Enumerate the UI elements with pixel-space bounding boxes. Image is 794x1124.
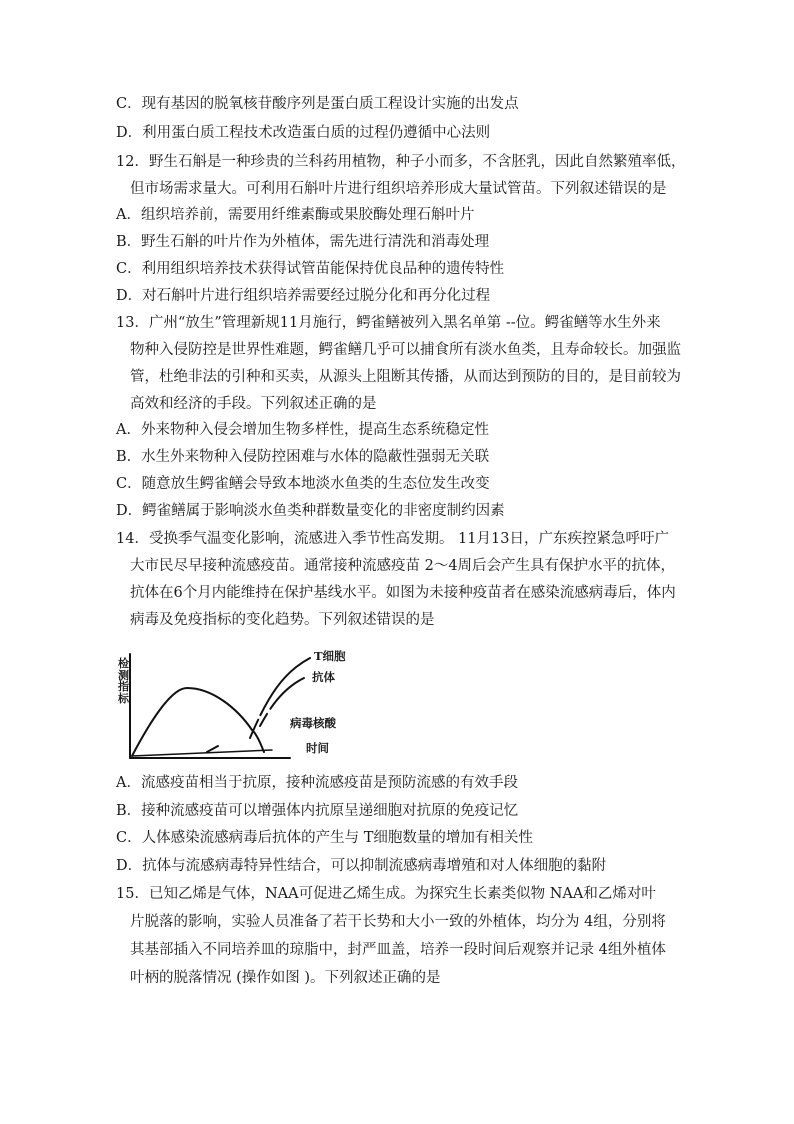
text-line: D．抗体与流感病毒特异性结合，可以抑制流感病毒增殖和对人体细胞的黏附 <box>116 858 607 874</box>
text-line: 管，杜绝非法的引种和买卖，从源头上阻断其传播，从而达到预防的目的，是目前较为 <box>130 369 681 385</box>
text-line: 13．广州“放生”管理新规11月施行，鳄雀鳝被列入黑名单第 --位。鳄雀鳝等水生外来 <box>116 315 661 331</box>
text-line: C．现有基因的脱氧核苷酸序列是蛋白质工程设计实施的出发点 <box>116 96 519 112</box>
short-mark <box>207 746 218 752</box>
text-line: B．水生外来物种入侵防控困难与水体的隐蔽性强弱无关联 <box>116 449 490 465</box>
text-line: A．流感疫苗相当于抗原，接种流感疫苗是预防流感的有效手段 <box>116 775 518 791</box>
virus-nucleic-acid-curve-early <box>132 688 252 756</box>
text-line: 抗体在6个月内能维持在保护基线水平。如图为未接种疫苗者在感染流感病毒后，体内 <box>130 585 676 601</box>
y-axis-label: 检测指标 <box>118 657 129 705</box>
text-line: C．人体感染流感病毒后抗体的产生与 T细胞数量的增加有相关性 <box>116 830 533 846</box>
text-line: 但市场需求量大。可利用石斛叶片进行组织培养形成大量试管苗。下列叙述错误的是 <box>130 181 667 197</box>
text-line: 12．野生石斛是一种珍贵的兰科药用植物，种子小而多，不含胚乳，因此自然繁殖率低， <box>116 154 686 170</box>
text-line: A．组织培养前，需要用纤维素酶或果胶酶处理石斛叶片 <box>116 207 475 223</box>
text-line: B．野生石斛的叶片作为外植体，需先进行清洗和消毒处理 <box>116 234 490 250</box>
text-line: 病毒及免疫指标的变化趋势。下列叙述错误的是 <box>130 612 435 628</box>
antibody-label: 抗体 <box>312 670 335 684</box>
text-line: C．利用组织培养技术获得试管苗能保持优良品种的遗传特性 <box>116 261 505 277</box>
text-line: 高效和经济的手段。下列叙述正确的是 <box>130 396 377 412</box>
text-line: 片脱落的影响，实验人员准备了若干长势和大小一致的外植体，均分为 4组，分别将 <box>130 914 666 930</box>
text-line: 物种入侵防控是世界性难题，鳄雀鳝几乎可以捕食所有淡水鱼类，且寿命较长。加强监 <box>130 342 681 358</box>
text-line: 14．受换季气温变化影响，流感进入季节性高发期。 11月13日，广东疾控紧急呼吁广 <box>116 531 669 547</box>
baseline-curve <box>132 750 272 756</box>
text-line: B．接种流感疫苗可以增强体内抗原呈递细胞对抗原的免疫记忆 <box>116 803 519 819</box>
text-line: D．利用蛋白质工程技术改造蛋白质的过程仍遵循中心法则 <box>116 125 491 141</box>
t-cell-label: T细胞 <box>314 649 346 663</box>
text-line: A．外来物种入侵会增加生物多样性，提高生态系统稳定性 <box>116 422 489 438</box>
x-axis-label: 时间 <box>306 741 329 755</box>
text-line: 其基部插入不同培养皿的琼脂中，封严皿盖，培养一段时间后观察并记录 4组外植体 <box>130 942 666 958</box>
immune-trend-figure <box>112 648 372 763</box>
text-line: C．随意放生鳄雀鳝会导致本地淡水鱼类的生态位发生改变 <box>116 476 490 492</box>
text-line: D．鳄雀鳝属于影响淡水鱼类种群数量变化的非密度制约因素 <box>116 503 505 519</box>
virus-nucleic-acid-label: 病毒核酸 <box>290 716 336 730</box>
text-line: 叶柄的脱落情况 (操作如图 )。下列叙述正确的是 <box>130 970 441 986</box>
virus-nucleic-acid-curve-late <box>254 732 264 752</box>
text-line: 大市民尽早接种流感疫苗。通常接种流感疫苗 2～4周后会产生具有保护水平的抗体， <box>130 558 676 574</box>
text-line: 15．已知乙烯是气体，NAA可促进乙烯生成。为探究生长素类似物 NAA和乙烯对叶 <box>116 886 656 902</box>
text-line: D．对石斛叶片进行组织培养需要经过脱分化和再分化过程 <box>116 288 491 304</box>
